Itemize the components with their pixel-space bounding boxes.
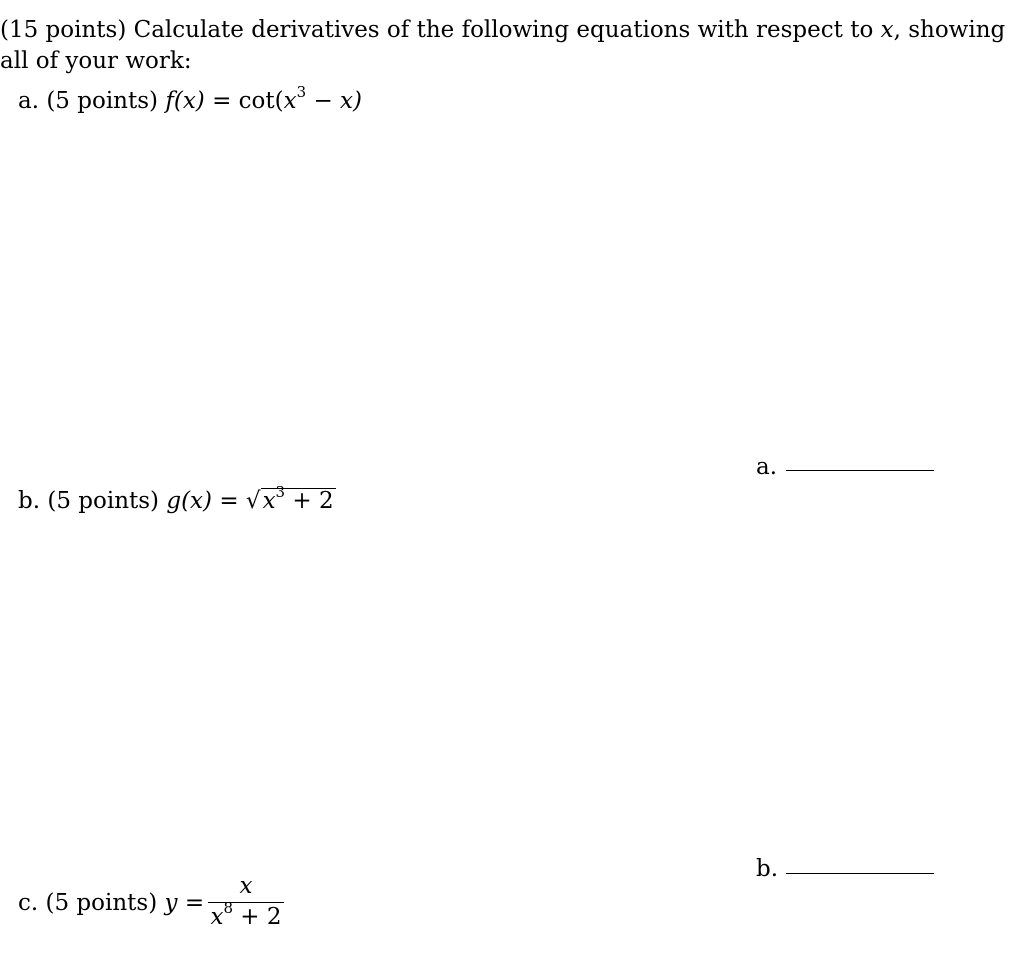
question-a-label: a. (5 points) bbox=[18, 88, 159, 114]
answer-a-blank[interactable] bbox=[786, 470, 934, 471]
question-a-func: f bbox=[165, 88, 174, 114]
radicand-rest: + 2 bbox=[285, 488, 334, 514]
radicand-exponent: 3 bbox=[275, 483, 286, 502]
question-b-label: b. (5 points) bbox=[18, 488, 160, 514]
question-b-equals: = bbox=[219, 488, 239, 514]
question-a bbox=[18, 83, 362, 116]
question-a-rest: − x) bbox=[306, 88, 362, 114]
question-c-fraction bbox=[208, 872, 284, 931]
square-root bbox=[245, 483, 336, 516]
denominator-base: x bbox=[210, 904, 224, 930]
problem-intro-line-2: all of your work: bbox=[0, 48, 192, 74]
intro-text-post: , showing bbox=[893, 17, 1006, 43]
question-a-arg: (x) bbox=[173, 88, 205, 114]
question-a-equals: = bbox=[212, 88, 232, 114]
question-c bbox=[18, 888, 204, 918]
denominator-exponent: 8 bbox=[223, 899, 233, 918]
question-b-func: g bbox=[166, 488, 182, 514]
problem-intro-line-1 bbox=[0, 15, 1005, 45]
denominator-rest: + 2 bbox=[233, 904, 282, 930]
answer-b-label: b. bbox=[756, 856, 779, 882]
intro-variable: x bbox=[880, 17, 894, 43]
question-c-equals: = bbox=[184, 890, 205, 916]
fraction-numerator: x bbox=[239, 873, 253, 899]
radical-sign-icon: √ bbox=[245, 488, 261, 514]
radicand-base: x bbox=[262, 488, 276, 514]
fraction-denominator bbox=[208, 899, 284, 931]
question-b-arg: (x) bbox=[181, 488, 212, 514]
question-c-lhs: y bbox=[164, 890, 178, 916]
question-b bbox=[18, 483, 336, 516]
answer-a-label: a. bbox=[756, 454, 778, 480]
question-a-exponent: 3 bbox=[296, 83, 307, 102]
intro-text-pre: (15 points) Calculate derivatives of the following equations with respect to bbox=[0, 17, 881, 43]
question-a-cot: cot( bbox=[238, 88, 284, 114]
question-c-label: c. (5 points) bbox=[18, 890, 158, 916]
answer-b-blank[interactable] bbox=[786, 873, 934, 874]
radicand bbox=[261, 483, 336, 514]
question-a-base: x bbox=[283, 88, 297, 114]
